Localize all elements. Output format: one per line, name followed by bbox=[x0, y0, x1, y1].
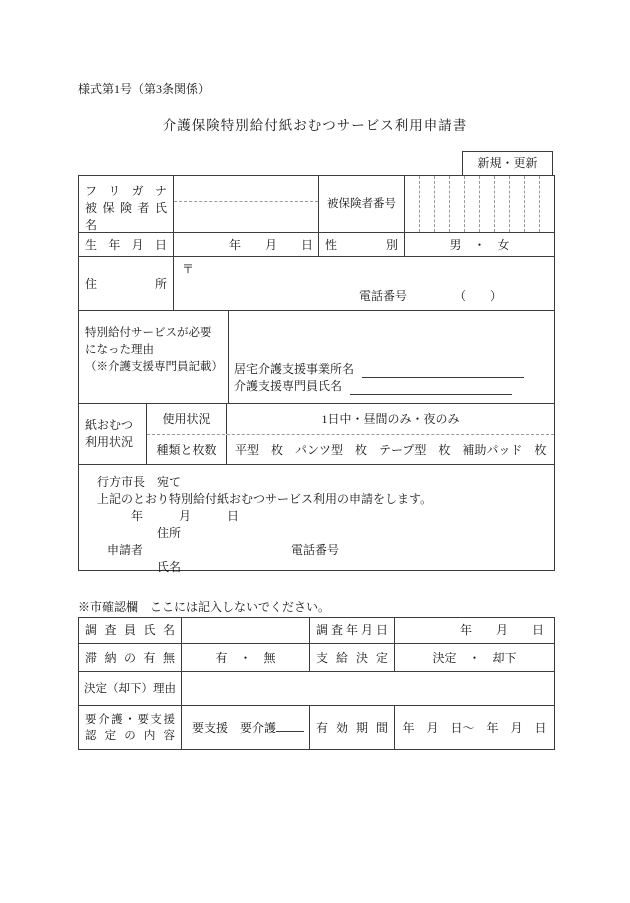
certification-label-cell bbox=[79, 706, 181, 749]
diaper-label-line2: 利用状況 bbox=[85, 435, 134, 449]
insured-number-cell bbox=[465, 176, 480, 232]
insured-number-cell bbox=[405, 176, 420, 232]
usage-status-options: 1日中・昼間のみ・夜のみ bbox=[321, 412, 460, 426]
usage-status-row bbox=[147, 404, 554, 434]
reason-label-cell bbox=[79, 311, 228, 403]
insured-number-cell bbox=[435, 176, 450, 232]
reason-label-line1: 特別給付サービスが必要 bbox=[85, 327, 212, 339]
insured-name-label: 被 保 険 者 氏 名 bbox=[85, 201, 167, 232]
insured-number-cell bbox=[510, 176, 525, 232]
insured-number-cell bbox=[525, 176, 540, 232]
application-date-line: 年 月 日 bbox=[131, 509, 240, 523]
certification-field bbox=[181, 706, 309, 749]
insured-number-cell bbox=[480, 176, 495, 232]
furigana-name-divider bbox=[174, 201, 318, 202]
row-application bbox=[79, 464, 554, 574]
name-label-cell bbox=[79, 176, 173, 232]
investigator-field bbox=[181, 618, 309, 643]
arrears-field: 有 ・ 無 bbox=[181, 644, 309, 671]
reason-field bbox=[228, 311, 554, 403]
insured-number-cell bbox=[450, 176, 465, 232]
insured-name-field bbox=[173, 176, 318, 232]
survey-date-field: 年 月 日 bbox=[394, 618, 554, 643]
diaper-section-label bbox=[79, 404, 146, 464]
insured-number-field bbox=[404, 176, 554, 232]
reason-label-line3: （※介護支援専門員記載） bbox=[85, 361, 223, 373]
office-name-label: 居宅介護支援事業所名 bbox=[234, 362, 355, 376]
row-arrears-decision bbox=[79, 643, 554, 671]
page-title: 介護保険特別給付紙おむつサービス利用申請書 bbox=[162, 118, 468, 133]
birthdate-label: 生 年 月 日 bbox=[85, 238, 167, 252]
declaration-line: 上記のとおり特別給付紙おむつサービス利用の申請をします。 bbox=[97, 492, 433, 506]
address-label: 住 所 bbox=[85, 277, 167, 291]
type-count-options: 平型 枚 パンツ型 枚 テープ型 枚 補助パッド 枚 bbox=[235, 443, 547, 457]
applicant-address-label: 住所 bbox=[157, 526, 182, 540]
applicant-line bbox=[79, 542, 554, 559]
city-confirmation-table bbox=[78, 617, 555, 750]
validity-period-label: 有 効 期 間 bbox=[309, 706, 394, 749]
insured-number-cell bbox=[420, 176, 435, 232]
applicant-label: 申請者 bbox=[107, 543, 144, 557]
reason-label-line2: になった理由 bbox=[85, 344, 154, 356]
addressee-line: 行方市長 宛て bbox=[97, 475, 182, 489]
office-name-line bbox=[234, 361, 554, 378]
new-or-renewal-box: 新規・更新 bbox=[462, 151, 553, 176]
insured-number-cell bbox=[540, 176, 554, 232]
certification-options: 要支援 要介護 bbox=[192, 721, 277, 735]
applicant-phone-label: 電話番号 bbox=[291, 543, 340, 557]
type-count-row bbox=[147, 434, 554, 464]
care-manager-line bbox=[234, 378, 554, 395]
insured-number-boxes bbox=[405, 176, 554, 232]
certification-label-line1: 要介護・要支援 bbox=[85, 713, 175, 726]
insured-number-cell bbox=[495, 176, 510, 232]
furigana-label: フ リ ガ ナ bbox=[85, 184, 167, 198]
decision-reason-field bbox=[181, 672, 554, 705]
row-certification bbox=[79, 705, 554, 749]
postal-mark: 〒 bbox=[182, 262, 195, 276]
row-address bbox=[79, 256, 554, 310]
investigator-label: 調 査 員 氏 名 bbox=[85, 623, 175, 637]
care-manager-label: 介護支援専門員氏名 bbox=[234, 379, 343, 393]
application-field bbox=[79, 465, 554, 574]
birthdate-field: 年 月 日 bbox=[173, 233, 318, 256]
form-code: 様式第1号（第3条関係） bbox=[78, 82, 211, 96]
type-count-label: 種類と枚数 bbox=[147, 435, 227, 464]
phone-line bbox=[359, 287, 502, 304]
care-level-underline bbox=[276, 720, 304, 732]
insured-number-label: 被保険者番号 bbox=[318, 176, 404, 232]
office-name-underline bbox=[362, 364, 524, 378]
applicant-name-label: 氏名 bbox=[157, 560, 182, 574]
care-manager-underline bbox=[350, 381, 512, 395]
diaper-usage-subtable bbox=[146, 404, 554, 464]
applicant-table bbox=[78, 175, 555, 574]
decision-reason-label: 決定（却下）理由 bbox=[84, 683, 176, 695]
arrears-label: 滞 納 の 有 無 bbox=[85, 651, 175, 665]
row-name-number bbox=[79, 176, 554, 232]
payment-decision-label: 支 給 決 定 bbox=[309, 644, 394, 671]
certification-label-line2: 認 定 の 内 容 bbox=[85, 729, 175, 742]
city-confirmation-note: ※市確認欄 ここには記入しないでください。 bbox=[78, 600, 331, 614]
gender-label: 性 別 bbox=[318, 233, 404, 256]
row-decision-reason bbox=[79, 671, 554, 705]
survey-date-label: 調 査 年 月 日 bbox=[309, 618, 394, 643]
validity-period-field: 年 月 日～ 年 月 日 bbox=[394, 706, 554, 749]
row-investigator bbox=[79, 618, 554, 643]
usage-status-label: 使用状況 bbox=[147, 404, 227, 434]
diaper-label-line1: 紙おむつ bbox=[85, 418, 134, 432]
row-diaper-usage bbox=[79, 403, 554, 464]
address-field bbox=[173, 257, 554, 310]
phone-label: 電話番号 bbox=[359, 289, 408, 303]
row-reason bbox=[79, 310, 554, 403]
gender-field: 男 ・ 女 bbox=[404, 233, 554, 256]
payment-decision-field: 決定 ・ 却下 bbox=[394, 644, 554, 671]
phone-area-paren: （ ） bbox=[454, 289, 503, 303]
row-birthdate-gender bbox=[79, 232, 554, 256]
